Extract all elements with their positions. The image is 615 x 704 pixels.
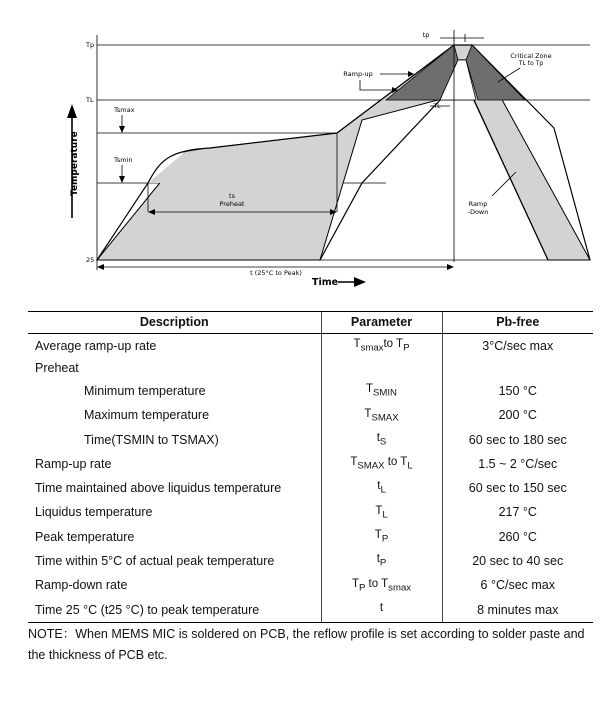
table-row [28, 334, 593, 359]
header-parameter: Parameter [321, 312, 442, 334]
row-parameter [321, 574, 442, 598]
table-row [28, 358, 593, 379]
row-value: 200 °C [442, 404, 593, 428]
row-parameter [321, 452, 442, 476]
row-description: Ramp-up rate [35, 456, 112, 471]
parameter-param-sub: S [379, 436, 387, 448]
table-row [28, 404, 593, 428]
tp-time-label: tp [422, 31, 430, 39]
table-header-row [28, 312, 593, 334]
note-paragraph [28, 624, 593, 666]
parameter-param-sub: P [358, 581, 366, 593]
table-row [28, 452, 593, 476]
t25-arrow-left [97, 264, 104, 270]
parameter-param-sub: SMAX [357, 460, 385, 472]
tsmax-pointer-head [119, 126, 125, 133]
parameter-param-main: T [353, 338, 361, 350]
parameter-param-sub2: P [403, 342, 410, 354]
row-description: Time 25 °C (t25 °C) to peak temperature [28, 598, 321, 623]
ramp-up-bracket [360, 80, 396, 90]
parameter-param-sub: smax [360, 342, 384, 354]
header-description: Description [28, 312, 321, 334]
row-value: 6 °C/sec max [442, 574, 593, 598]
note-text: When MEMS MIC is soldered on PCB, the reflow profile is set according to solder paste and the thickness of PCB etc. [28, 627, 585, 662]
parameter-param-main: T [351, 577, 359, 590]
ts-label: ts [229, 192, 235, 200]
tsmin-label: Tsmin [114, 156, 133, 164]
parameter-param-sub: P [381, 533, 389, 545]
tsmin-pointer-head [119, 176, 125, 183]
table-body [28, 334, 593, 623]
parameter-param-sub: L [380, 484, 386, 496]
t25-label: t (25°C to Peak) [250, 269, 302, 277]
parameter-param-main: t [379, 601, 384, 614]
parameter-param-main: t [376, 431, 380, 444]
parameter-param-rest: to T [365, 577, 389, 590]
row-description: Ramp-down rate [35, 578, 128, 593]
tl-time-label: TL [433, 103, 441, 110]
preheat-region [148, 133, 337, 183]
row-parameter [321, 334, 442, 359]
parameter-param-main: t [376, 553, 380, 566]
row-description: Time within 5°C of actual peak temperature [35, 554, 275, 569]
parameter-param-sub: P [379, 557, 387, 569]
parameter-param-rest: to T [384, 456, 408, 469]
row-description: Peak temperature [35, 529, 135, 544]
row-value: 60 sec to 180 sec [442, 428, 593, 452]
table-row [28, 379, 593, 403]
tsmax-label: Tsmax [114, 106, 135, 114]
tl-label: TL [86, 96, 94, 104]
table-row [28, 598, 593, 623]
time-axis-label: Time [312, 277, 339, 288]
parameter-param-main: t [377, 480, 381, 493]
table-row [28, 428, 593, 452]
parameter-param-sub: SMAX [371, 411, 399, 423]
row-parameter [321, 379, 442, 403]
reflow-spec-table [28, 311, 593, 623]
parameter-param-rest: to T [383, 338, 404, 350]
parameter-param-sub2: L [407, 460, 413, 472]
tp-label: Tp [86, 41, 95, 49]
parameter-param-sub: L [382, 509, 388, 521]
temperature-axis-arrow-head [67, 104, 77, 118]
critical-zone-label-1: Critical Zone [510, 52, 552, 60]
note-prefix: NOTE： [28, 627, 76, 641]
table-row [28, 549, 593, 573]
row-value: 260 °C [442, 525, 593, 549]
row-parameter [321, 358, 442, 379]
temperature-axis-label: Temperature [70, 131, 80, 196]
row-value: 20 sec to 40 sec [442, 549, 593, 573]
row-parameter [321, 549, 442, 573]
row-description: Minimum temperature [84, 383, 206, 398]
row-description: Preheat [35, 361, 79, 376]
row-parameter [321, 501, 442, 525]
table-row [28, 525, 593, 549]
reflow-profile-diagram [0, 0, 615, 300]
row-value: 3°C/sec max [442, 334, 593, 359]
time-axis-arrow-head [354, 277, 366, 287]
row-value [442, 358, 593, 379]
y-25-label: 25 [86, 256, 95, 264]
row-parameter [321, 428, 442, 452]
row-value: 1.5 ~ 2 °C/sec [442, 452, 593, 476]
parameter-param-sub: SMIN [373, 387, 397, 399]
ramp-down-label-1: Ramp [468, 200, 488, 208]
table-row [28, 574, 593, 598]
parameter-param-main: T [374, 529, 382, 542]
parameter-param-main: T [364, 407, 372, 420]
row-value: 217 °C [442, 501, 593, 525]
row-parameter [321, 476, 442, 500]
header-pb-free: Pb-free [442, 312, 593, 334]
table-row [28, 501, 593, 525]
preheat-label: Preheat [219, 200, 245, 208]
row-description: Average ramp-up rate [35, 338, 157, 353]
ramp-up-label: Ramp-up [343, 70, 373, 78]
critical-zone-label-2: TL to Tp [518, 60, 544, 67]
parameter-param-main: T [366, 383, 374, 396]
parameter-param-main: T [375, 504, 383, 517]
row-description: Time(TSMIN to TSMAX) [84, 432, 219, 447]
table-row [28, 476, 593, 500]
row-description: Maximum temperature [84, 408, 210, 423]
row-value: 60 sec to 150 sec [442, 476, 593, 500]
row-parameter [321, 598, 442, 623]
row-parameter [321, 525, 442, 549]
row-parameter [321, 404, 442, 428]
row-value: 8 minutes max [442, 598, 593, 623]
parameter-param-sub2: smax [388, 581, 412, 593]
row-description: Liquidus temperature [35, 505, 153, 520]
parameter-param-main: T [350, 456, 358, 469]
row-description: Time maintained above liquidus temperature [35, 481, 282, 496]
row-value: 150 °C [442, 379, 593, 403]
ramp-down-label-2: -Down [467, 208, 489, 216]
t25-arrow-right [447, 264, 454, 270]
